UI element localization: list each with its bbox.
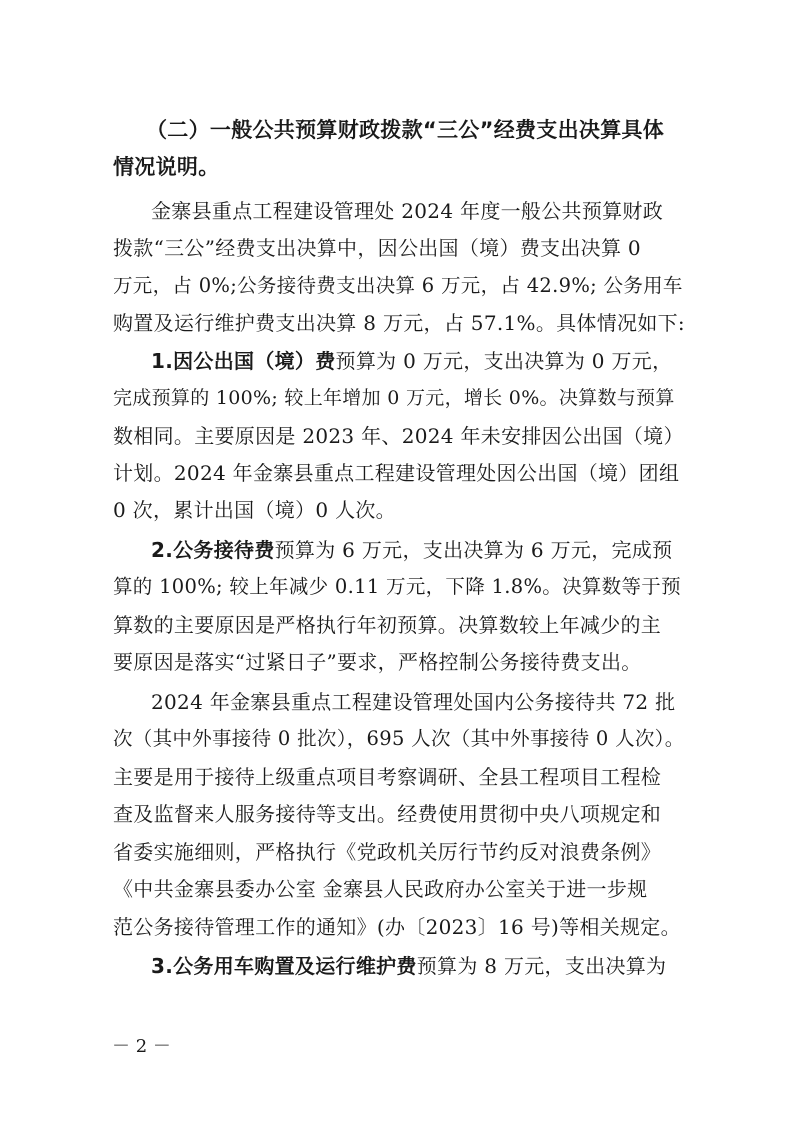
item-3-title: 3.公务用车购置及运行维护费 [151,954,417,978]
item-2-line-4: 要原因是落实“过紧日子”要求，严格控制公务接待费支出。 [113,650,642,674]
item-3-line-1 [151,948,685,984]
section-heading-line-1: （二）一般公共预算财政拨款“三公”经费支出决算具体 [146,118,665,142]
paragraph-2-line-1: 2024 年金寨县重点工程建设管理处国内公务接待共 72 批 [151,690,676,714]
item-2-line-2: 算的 100%; 较上年减少 0.11 万元，下降 1.8%。决算数等于预 [113,575,681,598]
item-1-line-3: 数相同。主要原因是 2023 年、2024 年未安排因公出国（境） [113,424,684,448]
item-1-line-4: 计划。2024 年金寨县重点工程建设管理处因公出国（境）团组 [113,461,680,485]
item-2-text: 预算为 6 万元，支出决算为 6 万元，完成预 [274,538,673,562]
paragraph-2-line-7: 范公务接待管理工作的通知》(办〔2023〕16 号)等相关规定。 [113,915,681,939]
paragraph-1-line-4: 购置及运行维护费支出决算 8 万元，占 57.1%。具体情况如下: [113,311,685,335]
paragraph-2-line-4: 查及监督来人服务接待等支出。经费使用贯彻中央八项规定和 [113,802,662,826]
paragraph-2-line-3: 主要是用于接待上级重点项目考察调研、全县工程项目工程检 [113,765,662,789]
paragraph-2-line-2: 次（其中外事接待 0 批次），695 人次（其中外事接待 0 人次）。 [113,727,685,750]
section-heading-line-2: 情况说明。 [113,155,220,179]
item-3-text: 预算为 8 万元，支出决算为 [416,954,667,978]
item-2-title: 2.公务接待费 [151,538,275,562]
item-2-line-1 [151,532,685,568]
item-2-line-3: 算数的主要原因是严格执行年初预算。决算数较上年减少的主 [113,613,662,637]
paragraph-2-line-6: 《中共金寨县委办公室 金寨县人民政府办公室关于进一步规 [113,877,648,901]
item-1-line-2: 完成预算的 100%; 较上年增加 0 万元，增长 0%。决算数与预算 [113,387,675,409]
item-1-line-1 [151,343,685,379]
paragraph-1-line-2: 拨款“三公”经费支出决算中，因公出国（境）费支出决算 0 [113,236,641,260]
item-1-line-5: 0 次，累计出国（境）0 人次。 [113,498,396,522]
paragraph-1-line-3: 万元，占 0%;公务接待费支出决算 6 万元，占 42.9%; 公务用车 [113,274,683,297]
paragraph-2-line-5: 省委实施细则，严格执行《党政机关厉行节约反对浪费条例》 [113,840,662,864]
page-number: － 2 － [112,1036,171,1057]
paragraph-1-line-1: 金寨县重点工程建设管理处 2024 年度一般公共预算财政 [151,199,664,223]
item-1-title: 1.因公出国（境）费 [151,349,336,373]
item-1-text: 预算为 0 万元，支出决算为 0 万元， [335,349,673,373]
